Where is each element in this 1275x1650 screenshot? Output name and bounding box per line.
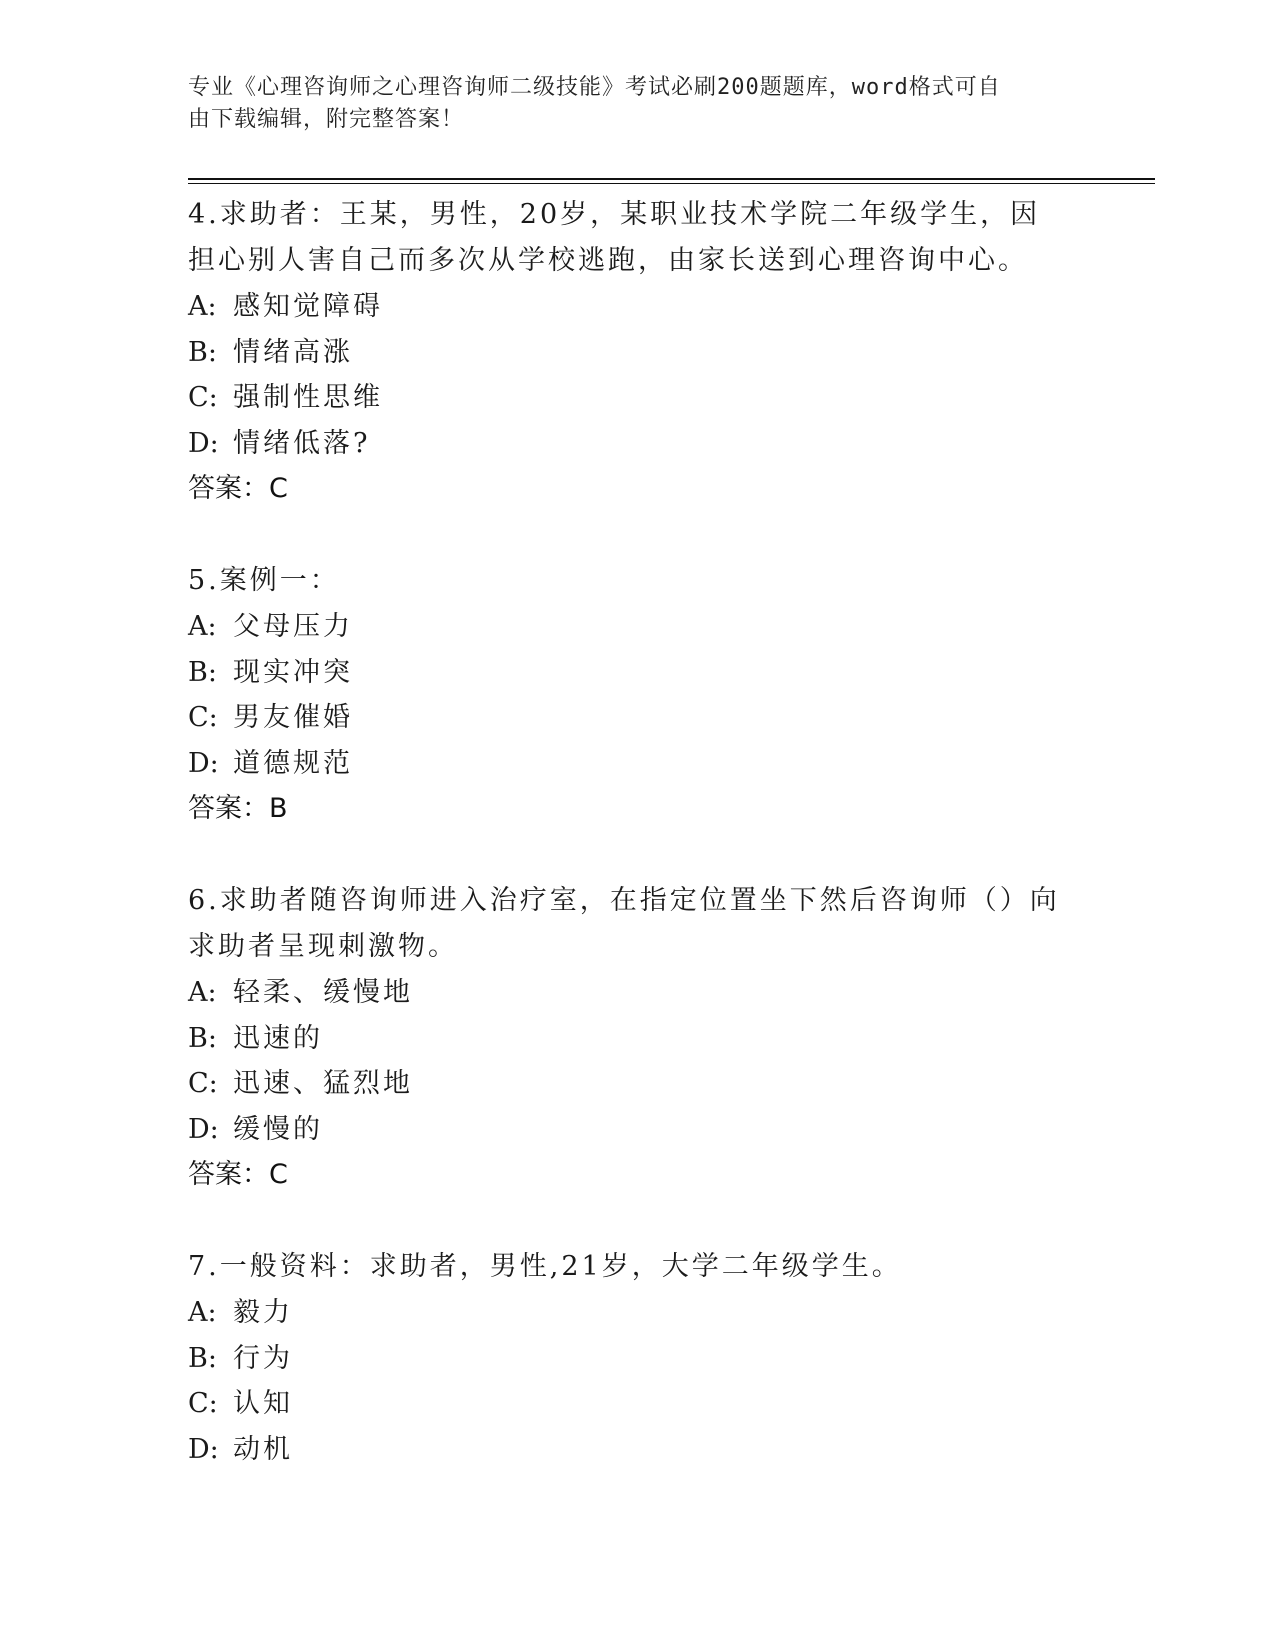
- question-stem: 7.一般资料：求助者，男性,21岁，大学二年级学生。: [188, 1251, 902, 1282]
- option-d: [188, 1427, 1068, 1473]
- option-d: [188, 741, 1068, 787]
- header-divider-thin: [188, 183, 1155, 184]
- header-line-2: 由下载编辑，附完整答案！: [188, 107, 465, 132]
- option-d: [188, 421, 1068, 467]
- option-letter: A:: [188, 291, 217, 322]
- option-letter: A:: [188, 1297, 217, 1328]
- option-letter: B:: [188, 656, 217, 688]
- option-text: 父母压力: [233, 611, 353, 642]
- option-text: 感知觉障碍: [233, 291, 383, 322]
- option-b: [188, 1336, 1068, 1382]
- answer-line: [188, 1152, 1068, 1198]
- header-divider-thick: [188, 178, 1155, 180]
- option-text: 认知: [233, 1388, 293, 1419]
- option-text: 轻柔、缓慢地: [233, 977, 413, 1008]
- option-text: 缓慢的: [233, 1113, 323, 1145]
- question-list: [188, 192, 1068, 1518]
- question-stem: 6.求助者随咨询师进入治疗室，在指定位置坐下然后咨询师（）向求助者呈现刺激物。: [188, 885, 1060, 962]
- option-text: 道德规范: [233, 747, 353, 779]
- option-letter: D:: [188, 747, 219, 779]
- option-letter: B:: [188, 336, 217, 368]
- option-letter: B:: [188, 1022, 217, 1054]
- option-letter: C:: [188, 382, 218, 413]
- option-c: [188, 695, 1068, 741]
- question-item: [188, 878, 1068, 1198]
- option-letter: B:: [188, 1342, 217, 1374]
- option-text: 现实冲突: [233, 656, 353, 688]
- option-b: [188, 650, 1068, 696]
- question-item: [188, 558, 1068, 832]
- header-line-1: 专业《心理咨询师之心理咨询师二级技能》考试必刷200题题库，word格式可自: [188, 75, 1001, 100]
- question-stem: 5.案例一：: [188, 565, 340, 596]
- option-d: [188, 1107, 1068, 1153]
- option-letter: A:: [188, 611, 217, 642]
- option-b: [188, 1016, 1068, 1062]
- answer-label: 答案：: [188, 793, 269, 824]
- option-a: [188, 604, 1068, 650]
- option-text: 强制性思维: [233, 382, 383, 413]
- option-b: [188, 330, 1068, 376]
- option-a: [188, 970, 1068, 1016]
- option-letter: C:: [188, 1388, 218, 1419]
- option-letter: D:: [188, 1433, 219, 1465]
- option-text: 迅速的: [233, 1022, 323, 1054]
- option-c: [188, 375, 1068, 421]
- option-text: 情绪低落?: [233, 427, 371, 459]
- answer-line: [188, 466, 1068, 512]
- answer-value: B: [269, 793, 288, 824]
- answer-label: 答案：: [188, 473, 269, 504]
- option-text: 情绪高涨: [233, 336, 353, 368]
- answer-label: 答案：: [188, 1159, 269, 1190]
- option-c: [188, 1061, 1068, 1107]
- option-a: [188, 284, 1068, 330]
- option-letter: D:: [188, 427, 219, 459]
- option-c: [188, 1381, 1068, 1427]
- option-letter: D:: [188, 1113, 219, 1145]
- option-text: 男友催婚: [233, 702, 353, 733]
- answer-line: [188, 786, 1068, 832]
- option-letter: C:: [188, 1068, 218, 1099]
- question-item: [188, 192, 1068, 512]
- option-letter: A:: [188, 977, 217, 1008]
- option-text: 行为: [233, 1342, 293, 1374]
- option-text: 毅力: [233, 1297, 293, 1328]
- option-text: 动机: [233, 1433, 293, 1465]
- option-letter: C:: [188, 702, 218, 733]
- question-item: [188, 1244, 1068, 1472]
- question-stem: 4.求助者：王某，男性，20岁，某职业技术学院二年级学生，因担心别人害自己而多次从学校逃跑，由家长送到心理咨询中心。: [188, 199, 1041, 276]
- option-a: [188, 1290, 1068, 1336]
- answer-value: C: [269, 1159, 288, 1190]
- document-header: [188, 72, 1068, 136]
- option-text: 迅速、猛烈地: [233, 1068, 413, 1099]
- answer-value: C: [269, 473, 288, 504]
